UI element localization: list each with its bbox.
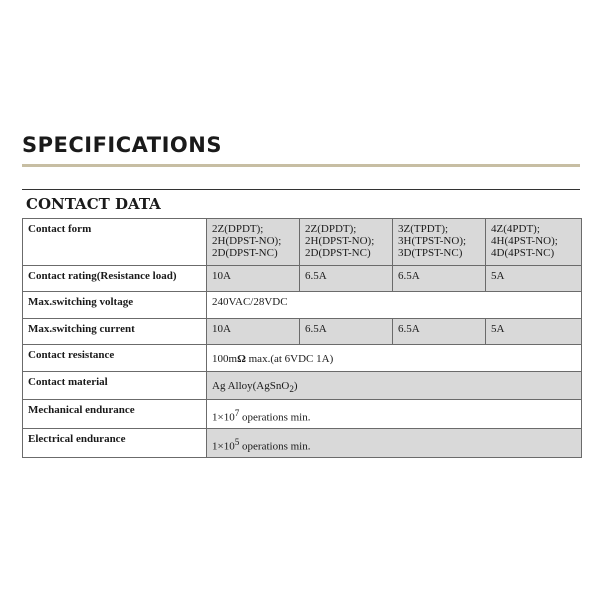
table-row-contact-resistance bbox=[23, 345, 582, 372]
row-label: Mechanical endurance bbox=[23, 400, 207, 429]
row-label: Contact form bbox=[23, 219, 207, 266]
table-cell: 10A bbox=[207, 266, 300, 292]
table-cell: 3Z(TPDT); 3H(TPST-NO); 3D(TPST-NC) bbox=[393, 219, 486, 266]
table-cell: 2Z(DPDT); 2H(DPST-NO); 2D(DPST-NC) bbox=[207, 219, 300, 266]
table-cell: Ag Alloy(AgSnO$_2$) bbox=[207, 372, 582, 400]
table-cell: 5A bbox=[486, 319, 582, 345]
table-cell: 6.5A bbox=[300, 266, 393, 292]
table-row-contact-material bbox=[23, 372, 582, 400]
contact-data-table bbox=[22, 218, 582, 458]
table-cell: $1\times 10^5$ operations min. bbox=[207, 428, 582, 457]
table-cell: 2Z(DPDT); 2H(DPST-NO); 2D(DPST-NC) bbox=[300, 219, 393, 266]
table-cell: 100mΩ max.(at 6VDC 1A) bbox=[207, 345, 582, 372]
row-label: Contact material bbox=[23, 372, 207, 400]
table-row-contact-form bbox=[23, 219, 582, 266]
row-label: Contact rating(Resistance load) bbox=[23, 266, 207, 292]
row-label: Max.switching current bbox=[23, 319, 207, 345]
table-row-mechanical-endurance bbox=[23, 400, 582, 429]
section-title: CONTACT DATA bbox=[26, 195, 161, 213]
table-row-electrical-endurance bbox=[23, 428, 582, 457]
table-row-contact-rating bbox=[23, 266, 582, 292]
table-row-max-switching-voltage bbox=[23, 292, 582, 319]
table-cell: 5A bbox=[486, 266, 582, 292]
table-cell: 4Z(4PDT); 4H(4PST-NO); 4D(4PST-NC) bbox=[486, 219, 582, 266]
title-divider bbox=[22, 164, 580, 167]
table-cell: 240VAC/28VDC bbox=[207, 292, 582, 319]
row-label: Contact resistance bbox=[23, 345, 207, 372]
table-cell: 6.5A bbox=[393, 266, 486, 292]
row-label: Electrical endurance bbox=[23, 428, 207, 457]
table-cell: $1\times 10^7$ operations min. bbox=[207, 400, 582, 429]
table-cell: 6.5A bbox=[393, 319, 486, 345]
section-divider bbox=[22, 189, 580, 190]
table-cell: 10A bbox=[207, 319, 300, 345]
table-row-max-switching-current bbox=[23, 319, 582, 345]
row-label: Max.switching voltage bbox=[23, 292, 207, 319]
table-cell: 6.5A bbox=[300, 319, 393, 345]
page-title: SPECIFICATIONS bbox=[22, 133, 222, 157]
